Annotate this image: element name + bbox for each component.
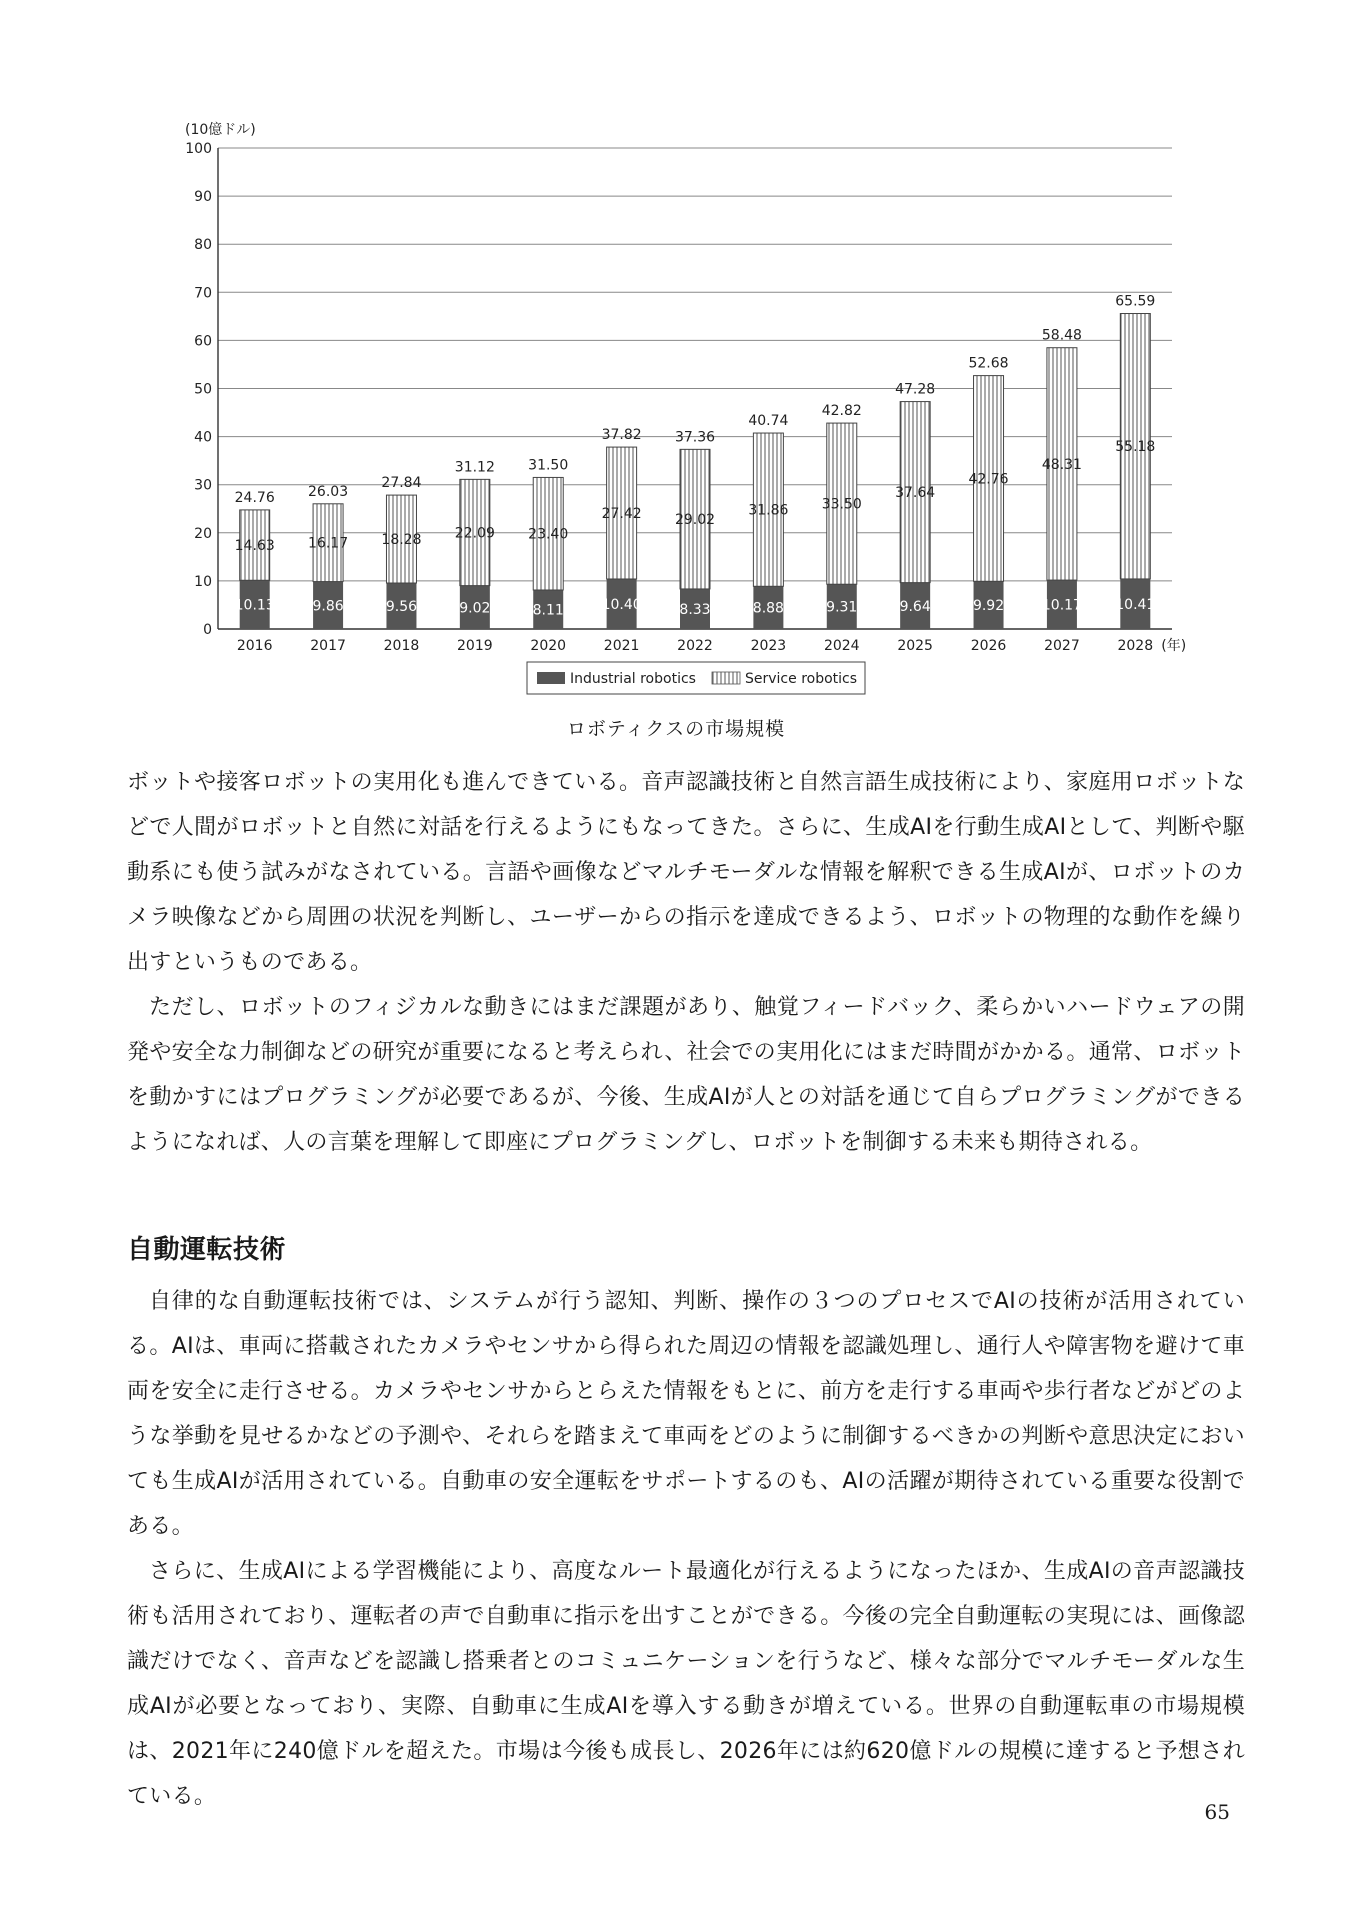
data-label-total: 37.36 [674, 429, 716, 446]
section-autonomous-driving-body [127, 1279, 1245, 1819]
data-label-industrial: 9.92 [972, 598, 1005, 615]
x-tick-label: 2028 [1117, 638, 1154, 654]
section-heading-autonomous-driving: 自動運転技術 [127, 1235, 287, 1265]
data-label-total: 58.48 [1041, 327, 1082, 344]
data-label-industrial: 10.41 [1115, 596, 1156, 613]
y-tick-label: 100 [185, 141, 212, 157]
data-label-service: 18.28 [381, 532, 422, 549]
robotics-market-chart [0, 0, 1352, 720]
x-tick-label: 2026 [970, 638, 1007, 654]
data-label-industrial: 8.11 [532, 602, 564, 619]
y-tick-label: 30 [194, 477, 212, 494]
y-tick-label: 80 [194, 237, 212, 254]
paragraph: ただし、ロボットのフィジカルな動きにはまだ課題があり、触覚フィードバック、柔らかいハードウェアの開発や安全な力制御などの研究が重要になると考えられ、社会での実用化にはまだ時間がかかる。通常、ロボットを動かすにはプログラミングが必要であるが、今後、生成AIが人との対話を通じて自らプログラミングができるようになれば、人の言葉を理解して即座にプログラミングし、ロボットを制御する未来も期待される。 [127, 995, 1245, 1155]
data-label-industrial: 8.88 [752, 600, 784, 617]
data-label-service: 31.86 [748, 502, 789, 519]
chart-x-axis [237, 637, 1186, 654]
y-tick-label: 20 [194, 525, 212, 542]
data-label-service: 48.31 [1041, 456, 1082, 473]
data-label-total: 26.03 [308, 483, 349, 500]
data-label-total: 27.84 [381, 475, 422, 492]
legend-label-service: Service robotics [745, 671, 858, 687]
legend-label-industrial: Industrial robotics [570, 671, 696, 687]
x-tick-label: 2018 [383, 638, 420, 654]
y-tick-label: 50 [194, 381, 212, 398]
x-tick-label: 2019 [457, 638, 493, 654]
figure-caption: ロボティクスの市場規模 [566, 718, 786, 740]
data-label-industrial: 10.13 [234, 597, 275, 614]
legend-swatch-industrial [537, 672, 565, 684]
y-tick-label: 10 [194, 573, 212, 590]
data-label-service: 33.50 [821, 496, 862, 513]
page-number: 65 [1204, 1800, 1230, 1824]
x-tick-label: 2017 [310, 638, 346, 654]
chart-legend [527, 662, 865, 694]
data-label-service: 37.64 [895, 485, 936, 502]
data-label-industrial: 9.02 [459, 600, 491, 617]
y-tick-label: 60 [194, 333, 212, 350]
data-label-industrial: 9.86 [312, 598, 344, 615]
x-tick-label: 2027 [1044, 638, 1080, 654]
x-tick-label: 2021 [603, 638, 640, 654]
data-label-service: 42.76 [968, 471, 1009, 488]
data-label-total: 40.74 [748, 413, 789, 430]
data-label-service: 23.40 [528, 526, 569, 543]
data-label-industrial: 9.31 [826, 599, 858, 616]
data-label-industrial: 9.64 [899, 598, 931, 615]
data-label-service: 22.09 [454, 525, 495, 542]
x-tick-label: 2020 [530, 638, 567, 654]
data-label-service: 16.17 [308, 535, 349, 552]
data-label-industrial: 8.33 [679, 601, 711, 618]
data-label-industrial: 10.17 [1041, 597, 1082, 614]
legend-swatch-service [712, 672, 740, 684]
chart-bars [240, 314, 1151, 629]
data-label-total: 37.82 [601, 427, 642, 444]
y-unit-label: (10億ドル) [185, 122, 256, 138]
paragraph: ボットや接客ロボットの実用化も進んできている。音声認識技術と自然言語生成技術により、家庭用ロボットなどで人間がロボットと自然に対話を行えるようにもなってきた。さらに、生成AIを行動生成AIとして、判断や駆動系にも使う試みがなされている。言語や画像などマルチモーダルな情報を解釈できる生成AIが、ロボットのカメラ映像などから周囲の状況を判断し、ユーザーからの指示を達成できるよう、ロボットの物理的な動作を繰り出すというものである。 [127, 770, 1245, 975]
data-label-industrial: 9.56 [385, 599, 418, 616]
paragraph: さらに、生成AIによる学習機能により、高度なルート最適化が行えるようになったほか、生成AIの音声認識技術も活用されており、運転者の声で自動車に指示を出すことができる。今後の完全自動運転の実現には、画像認識だけでなく、音声などを認識し搭乗者とのコミュニケーションを行うなど、様々な部分でマルチモーダルな生成AIが必要となっており、実際、自動車に生成AIを導入する動きが増えている。世界の自動運転車の市場規模は、2021年に240億ドルを超えた。市場は今後も成長し、2026年には約620億ドルの規模に達すると予想されている。 [127, 1559, 1245, 1809]
data-label-service: 27.42 [601, 506, 642, 523]
y-tick-label: 40 [194, 429, 212, 446]
data-label-service: 29.02 [674, 512, 716, 529]
x-tick-label: 2022 [677, 638, 713, 654]
data-label-total: 52.68 [968, 355, 1009, 372]
x-unit-label: (年) [1161, 638, 1187, 654]
data-label-total: 31.12 [454, 459, 495, 476]
section-robotics-body [127, 760, 1245, 1165]
data-label-total: 47.28 [895, 381, 936, 398]
y-tick-label: 90 [194, 189, 212, 206]
x-tick-label: 2024 [823, 638, 860, 654]
x-tick-label: 2016 [236, 638, 273, 654]
y-tick-label: 0 [203, 622, 212, 638]
data-label-total: 31.50 [528, 457, 569, 474]
data-label-service: 55.18 [1115, 439, 1156, 456]
y-tick-label: 70 [194, 285, 212, 302]
x-tick-label: 2025 [897, 638, 933, 654]
data-label-total: 42.82 [821, 403, 862, 420]
data-label-total: 24.76 [234, 489, 275, 506]
data-label-total: 65.59 [1115, 293, 1156, 310]
paragraph: 自律的な自動運転技術では、システムが行う認知、判断、操作の３つのプロセスでAIの技術が活用されている。AIは、車両に搭載されたカメラやセンサから得られた周辺の情報を認識処理し、通行人や障害物を避けて車両を安全に走行させる。カメラやセンサからとらえた情報をもとに、前方を走行する車両や歩行者などがどのような挙動を見せるかなどの予測や、それらを踏まえて車両をどのように制御するべきかの判断や意思決定においても生成AIが活用されている。自動車の安全運転をサポートするのも、AIの活躍が期待されている重要な役割である。 [127, 1289, 1245, 1539]
data-label-service: 14.63 [234, 538, 275, 555]
x-tick-label: 2023 [750, 638, 787, 654]
data-label-industrial: 10.40 [601, 596, 642, 613]
